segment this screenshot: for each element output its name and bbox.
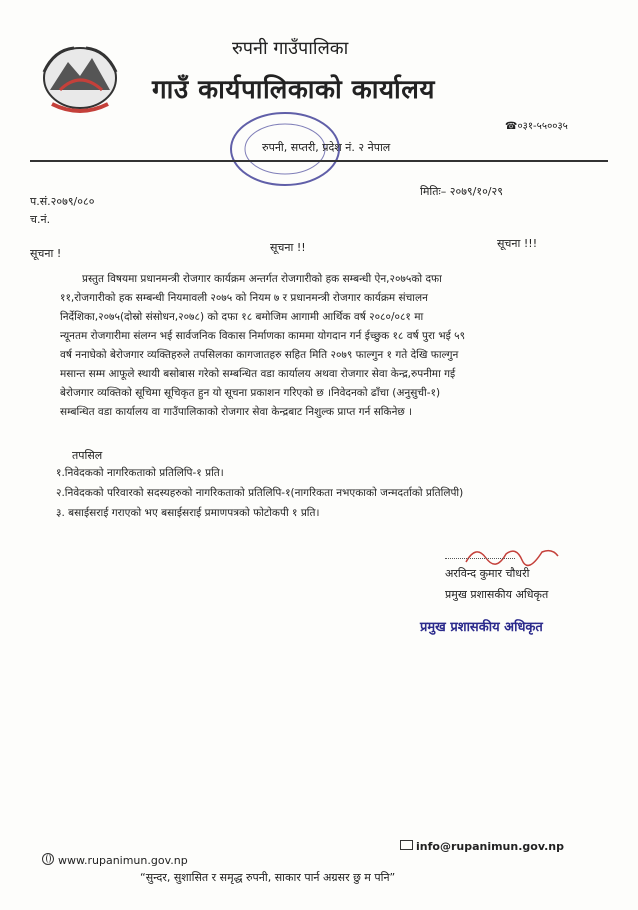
notice-body [60,270,580,422]
signature-line [445,558,515,559]
body-line: न्यूनतम रोजगारीमा संलग्न भई सार्वजनिक विकास निर्माणका काममा योगदान गर्न ईच्छुक १८ वर्ष पुरा भई ५९ [60,330,466,342]
body-line: मसान्त सम्म आफूले स्थायी बसोबास गरेको सम्बन्धित वडा कार्यालय अथवा रोजगार सेवा केन्द्र,रुपनीमा गई [60,368,456,380]
phone-number: ☎०३१-५५००३५ [505,121,568,132]
reference-number: प.सं.२०७९/०८० [30,195,95,208]
notice-heading-3: सूचना !!! [497,237,538,250]
list-heading: तपसिल [72,449,103,462]
notice-heading-1: सूचना ! [30,247,62,260]
body-line: सम्बन्धित वडा कार्यालय वा गाउँपालिकाको रोजगार सेवा केन्द्रबाट निशुल्क प्राप्त गर्न सकिनेछ । [60,406,413,418]
body-line: वर्ष ननाघेको बेरोजगार व्यक्तिहरुले तपसिलका कागजातहरु सहित मिति २०७९ फाल्गुन १ गते देखि फाल्गुन [60,349,459,361]
website-text: www.rupanimun.gov.np [58,854,188,867]
letter-date: मितिः– २०७९/१०/२९ [420,185,503,198]
dispatch-number: च.नं. [30,213,51,226]
list-item: १.निवेदकको नागरिकताको प्रतिलिपि-१ प्रति। [56,467,224,479]
list-item: २.निवेदकको परिवारको सदस्यहरुको नागरिकताको प्रतिलिपि-१(नागरिकता नभएकाको जन्मदर्ताको प्रतिलिपी) [56,487,464,499]
municipality-name: रुपनी गाउँपालिका [232,38,349,59]
office-address: रुपनी, सप्तरी, प्रदेश नं. २ नेपाल [262,141,391,154]
notice-heading-2: सूचना !! [270,241,306,254]
designation-stamp: प्रमुख प्रशासकीय अधिकृत [420,620,543,635]
email-text: info@rupanimun.gov.np [416,840,564,853]
signatory-title: प्रमुख प्रशासकीय अधिकृत [445,588,549,601]
footer-email[interactable] [400,840,564,853]
globe-icon [42,853,54,865]
body-line: ११,रोजगारीको हक सम्बन्धी नियमावली २०७५ को नियम ७ र प्रधानमन्त्री रोजगार कार्यक्रम संचालन [60,292,428,304]
footer-website[interactable] [42,853,188,867]
mail-icon [400,840,413,850]
header-divider [30,160,608,162]
signatory-name: अरविन्द कुमार चौधरी [445,567,530,580]
list-item: ३. बसाईसराई गराएको भए बसाईसराई प्रमाणपत्रको फोटोकपी १ प्रति। [56,507,320,519]
body-line: निर्देशिका,२०७५(दोस्रो संसोधन,२०७८) को दफा १८ बमोजिम आगामी आर्थिक वर्ष २०८०/०८१ मा [60,311,424,323]
body-line: बेरोजगार व्यक्तिको सूचिमा सूचिकृत हुन यो सूचना प्रकाशन गरिएको छ ।निवेदनको ढाँचा (अनुसुची-१) [60,387,441,399]
footer-slogan: “सुन्दर, सुशासित र समृद्ध रुपनी, साकार पार्न अग्रसर छु म पनि” [140,871,396,884]
body-line: प्रस्तुत विषयमा प्रधानमन्त्री रोजगार कार्यक्रम अन्तर्गत रोजगारीको हक सम्बन्धी ऐन,२०७५को दफा [82,273,442,285]
office-title: गाउँ कार्यपालिकाको कार्यालय [152,75,435,105]
nepal-emblem-icon [30,30,130,120]
